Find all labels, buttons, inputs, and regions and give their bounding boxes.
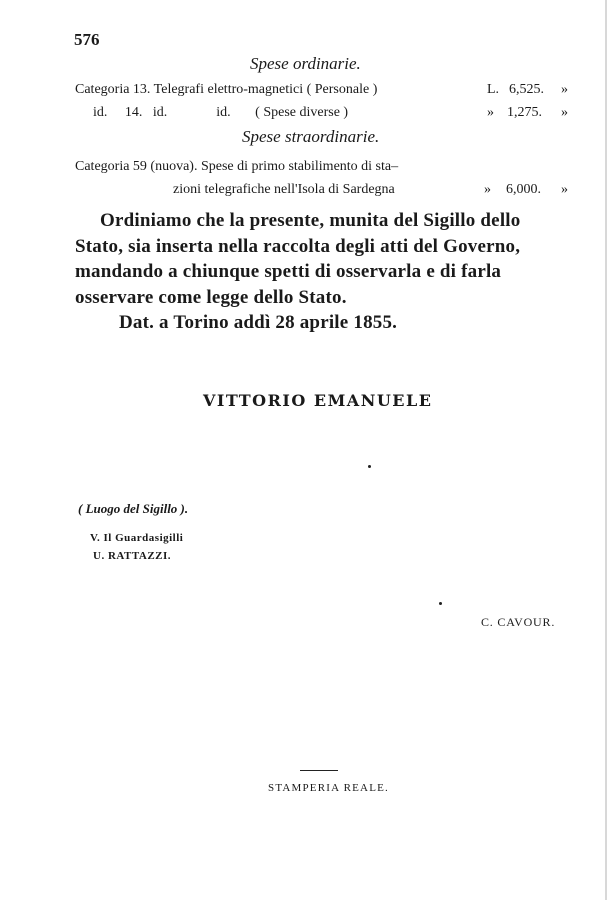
currency: L. (487, 82, 500, 97)
extraordinary-row-amount: 6,000. (506, 182, 541, 197)
row-label: id. 14. id. id. ( Spese diverse ) (93, 105, 349, 120)
paragraph-line-4: osservare come legge dello Stato. (75, 287, 347, 308)
ordinary-row-1-mark (561, 82, 568, 98)
ordinary-row-1 (75, 82, 377, 98)
countersign-title: V. Il Guardasigilli (90, 532, 184, 544)
date-line: Dat. a Torino addì 28 aprile 1855. (119, 312, 398, 333)
ordinary-row-2-mark (561, 105, 568, 121)
paragraph-line-1: Ordiniamo che la presente, munita del Sigillo dello (100, 210, 521, 231)
king-signature: VITTORIO EMANUELE (203, 391, 433, 410)
paragraph-line-2: Stato, sia inserta nella raccolta degli atti del Governo, (75, 236, 521, 257)
amount: 6,525. (509, 82, 544, 97)
ditto-mark: » (561, 105, 568, 120)
ordinary-row-2 (93, 105, 348, 121)
extraordinary-expenses-heading: Spese straordinarie. (242, 127, 380, 146)
printer-imprint: STAMPERIA REALE. (268, 782, 389, 794)
amount: 1,275. (507, 105, 542, 120)
seal-note: ( Luogo del Sigillo ). (78, 501, 189, 516)
ditto-mark: » (561, 82, 568, 97)
ordinary-row-1-currency (487, 82, 499, 98)
divider-rule (300, 770, 338, 771)
page-number: 576 (74, 30, 100, 49)
ordinary-expenses-heading: Spese ordinarie. (250, 54, 361, 73)
extraordinary-row-line-1: Categoria 59 (nuova). Spese di primo stabilimento di sta– (75, 159, 399, 174)
extraordinary-row-line-2: zioni telegrafiche nell'Isola di Sardegna (173, 182, 395, 197)
row-label: Categoria 13. Telegrafi elettro-magnetici ( Personale ) (75, 82, 378, 97)
ink-speck (368, 465, 371, 468)
paragraph-line-3: mandando a chiunque spetti di osservarla e di farla (75, 261, 502, 282)
ink-speck (439, 602, 442, 605)
countersign-name: U. RATTAZZI. (93, 550, 172, 562)
currency: » (487, 105, 494, 120)
ordinary-row-2-currency (487, 105, 494, 121)
ordinary-row-1-amount (509, 82, 544, 98)
ordinary-row-2-amount (507, 105, 542, 121)
extraordinary-row-mark: » (561, 182, 568, 197)
minister-signature: C. CAVOUR. (481, 615, 556, 629)
extraordinary-row-currency: » (484, 182, 491, 197)
